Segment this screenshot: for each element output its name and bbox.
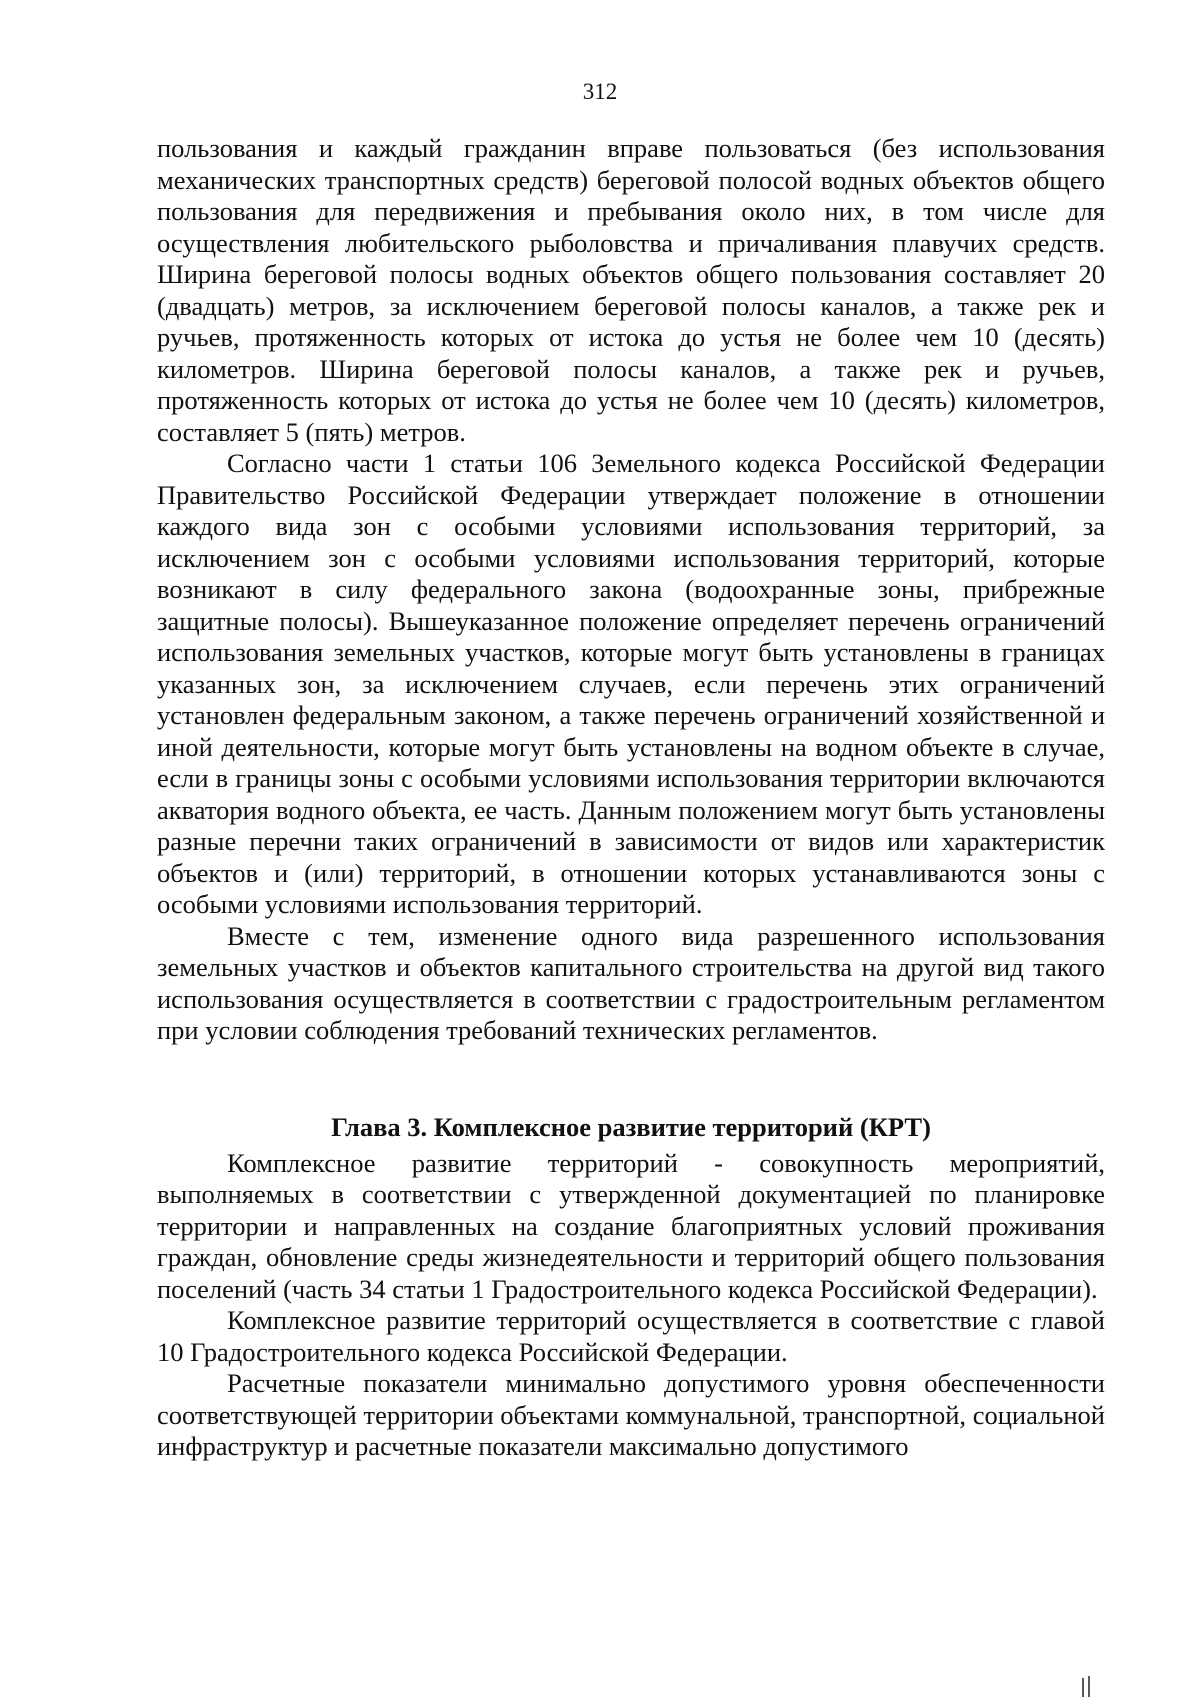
paragraph: Комплексное развитие территорий - совокупность мероприятий, выполняемых в соответствии с утвержденной документацией по планировке территории и направленных на создание благоприятных условий проживания граждан, обновление среды жизнедеятельности и территорий общего пользования поселений (часть 34 статьи 1 Градостроительного кодекса Российской Федерации). [157,1147,1105,1304]
paragraph: Расчетные показатели минимально допустимого уровня обеспеченности соответствующей территории объектами коммунальной, транспортной, социальной инфраструктур и расчетные показатели максимально допустимого [157,1368,1105,1461]
page-number: 312 [582,79,618,104]
chapter-title: Глава 3. Комплексное развитие территорий (КРТ) [331,1111,931,1142]
document-body [157,133,1105,1463]
paragraph: Согласно части 1 статьи 106 Земельного кодекса Российской Федерации Правительство Российской Федерации утверждает положение в отношении каждого вида зон с особыми условиями использования территорий, за исключением зон с особыми условиями использования территорий, которые возникают в силу федерального закона (водоохранные зоны, прибрежные защитные полосы). Вышеуказанное положение определяет перечень ограничений использования земельных участков, которые могут быть установлены в границах указанных зон, за исключением случаев, если перечень этих ограничений установлен федеральным законом, а также перечень ограничений хозяйственной и иной деятельности, которые могут быть установлены на водном объекте в случае, если в границы зоны с особыми условиями использования территории включаются акватория водного объекта, ее часть. Данным положением могут быть установлены разные перечни таких ограничений в зависимости от видов или характеристик объектов и (или) территорий, в отношении которых устанавливаются зоны с особыми условиями использования территорий. [157,448,1105,919]
paragraph: Комплексное развитие территорий осуществляется в соответствие с главой 10 Градостроительного кодекса Российской Федерации. [157,1305,1105,1367]
paragraph: пользования и каждый гражданин вправе пользоваться (без использования механических транспортных средств) береговой полосой водных объектов общего пользования для передвижения и пребывания около них, в том числе для осуществления любительского рыболовства и причаливания плавучих средств. Ширина береговой полосы водных объектов общего пользования составляет 20 (двадцать) метров, за исключением береговой полосы каналов, а также рек и ручьев, протяженность которых от истока до устья не более чем 10 (десять) километров. Ширина береговой полосы каналов, а также рек и ручьев, протяженность которых от истока до устья не более чем 10 (десять) километров, составляет 5 (пять) метров. [157,133,1105,447]
paragraph: Вместе с тем, изменение одного вида разрешенного использования земельных участков и объектов капитального строительства на другой вид такого использования осуществляется в соответствии с градостроительным регламентом при условии соблюдения требований технических регламентов. [157,920,1105,1045]
scan-edge-mark [1078,1672,1098,1697]
